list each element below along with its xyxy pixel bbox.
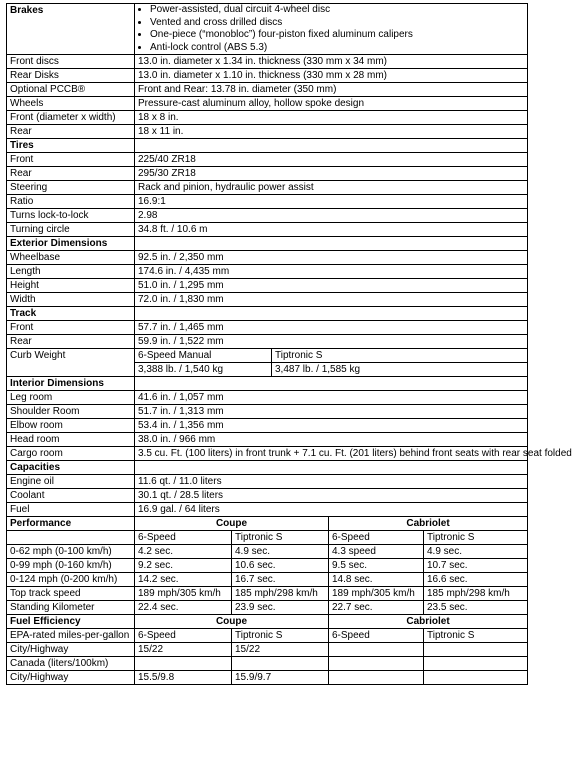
fuel-value: 15.5/9.8 — [135, 671, 232, 685]
perf-label: Standing Kilometer — [7, 601, 135, 615]
empty-cell — [7, 531, 135, 545]
perf-value: 189 mph/305 km/h — [329, 587, 424, 601]
spec-value: 53.4 in. / 1,356 mm — [135, 419, 528, 433]
section-header-row — [7, 377, 528, 391]
spec-row — [7, 293, 528, 307]
spec-row — [7, 265, 528, 279]
section-header-row — [7, 237, 528, 251]
spec-label: Steering — [7, 181, 135, 195]
brakes-feature: • Anti-lock control (ABS 5.3) — [150, 42, 524, 55]
spec-label: Rear — [7, 335, 135, 349]
empty-cell — [424, 643, 528, 657]
perf-value: 4.3 speed — [329, 545, 424, 559]
spec-label: Front — [7, 321, 135, 335]
curb-manual-label: 6-Speed Manual — [135, 349, 272, 363]
spec-label: Shoulder Room — [7, 405, 135, 419]
spec-row — [7, 405, 528, 419]
spec-row — [7, 251, 528, 265]
transmission-label: 6-Speed — [135, 531, 232, 545]
empty-cell — [135, 657, 232, 671]
spec-value: 13.0 in. diameter x 1.10 in. thickness (330 mm x 28 mm) — [135, 69, 528, 83]
spec-value: 59.9 in. / 1,522 mm — [135, 335, 528, 349]
spec-label: Coolant — [7, 489, 135, 503]
spec-label: Front (diameter x width) — [7, 111, 135, 125]
spec-row — [7, 153, 528, 167]
transmission-label: Tiptronic S — [424, 629, 528, 643]
perf-label: Top track speed — [7, 587, 135, 601]
performance-header-row — [7, 517, 528, 531]
empty-cell — [424, 671, 528, 685]
empty-cell — [232, 657, 329, 671]
performance-heading: Performance — [7, 517, 135, 531]
empty-cell — [329, 657, 424, 671]
spec-label: Head room — [7, 433, 135, 447]
spec-value: 2.98 — [135, 209, 528, 223]
empty-cell — [135, 139, 528, 153]
curb-tiptronic-label: Tiptronic S — [272, 349, 528, 363]
spec-row — [7, 97, 528, 111]
transmission-label: Tiptronic S — [232, 531, 329, 545]
spec-value: 57.7 in. / 1,465 mm — [135, 321, 528, 335]
spec-label: Width — [7, 293, 135, 307]
spec-row — [7, 111, 528, 125]
fuel-row — [7, 657, 528, 671]
empty-cell — [135, 307, 528, 321]
spec-row — [7, 335, 528, 349]
transmission-label: Tiptronic S — [232, 629, 329, 643]
spec-value: 34.8 ft. / 10.6 m — [135, 223, 528, 237]
cabriolet-heading: Cabriolet — [329, 615, 528, 629]
spec-row — [7, 209, 528, 223]
curb-tiptronic-value: 3,487 lb. / 1,585 kg — [272, 363, 528, 377]
epa-label: EPA-rated miles-per-gallon — [7, 629, 135, 643]
perf-value: 23.5 sec. — [424, 601, 528, 615]
spec-row — [7, 433, 528, 447]
cabriolet-heading: Cabriolet — [329, 517, 528, 531]
spec-row — [7, 503, 528, 517]
section-header-row — [7, 139, 528, 153]
fuel-label: Canada (liters/100km) — [7, 657, 135, 671]
spec-row — [7, 195, 528, 209]
spec-row — [7, 181, 528, 195]
fuel-value: 15/22 — [135, 643, 232, 657]
perf-value: 14.8 sec. — [329, 573, 424, 587]
transmission-subheader-row — [7, 531, 528, 545]
spec-label: Length — [7, 265, 135, 279]
fuel-value: 15.9/9.7 — [232, 671, 329, 685]
perf-value: 185 mph/298 km/h — [232, 587, 329, 601]
spec-value: 51.0 in. / 1,295 mm — [135, 279, 528, 293]
perf-label: 0-124 mph (0-200 km/h) — [7, 573, 135, 587]
transmission-label: 6-Speed — [329, 531, 424, 545]
spec-value: 38.0 in. / 966 mm — [135, 433, 528, 447]
spec-label: Wheelbase — [7, 251, 135, 265]
brakes-features — [135, 4, 528, 55]
spec-value: 18 x 8 in. — [135, 111, 528, 125]
spec-value: Front and Rear: 13.78 in. diameter (350 mm) — [135, 83, 528, 97]
perf-value: 22.4 sec. — [135, 601, 232, 615]
coupe-heading: Coupe — [135, 615, 329, 629]
empty-cell — [135, 237, 528, 251]
performance-row — [7, 559, 528, 573]
spec-row — [7, 447, 528, 461]
spec-label: Rear — [7, 167, 135, 181]
spec-row — [7, 223, 528, 237]
spec-value: 13.0 in. diameter x 1.34 in. thickness (330 mm x 34 mm) — [135, 55, 528, 69]
spec-row — [7, 55, 528, 69]
brakes-feature: • One-piece (“monobloc”) four-piston fixed aluminum calipers — [150, 29, 524, 42]
coupe-heading: Coupe — [135, 517, 329, 531]
curb-manual-value: 3,388 lb. / 1,540 kg — [135, 363, 272, 377]
transmission-label: Tiptronic S — [424, 531, 528, 545]
brakes-heading: Brakes — [7, 4, 135, 55]
spec-row — [7, 69, 528, 83]
spec-value: 18 x 11 in. — [135, 125, 528, 139]
spec-row — [7, 391, 528, 405]
spec-value: 11.6 qt. / 11.0 liters — [135, 475, 528, 489]
fuel-label: City/Highway — [7, 671, 135, 685]
fuel-label: City/Highway — [7, 643, 135, 657]
perf-value: 10.6 sec. — [232, 559, 329, 573]
transmission-label: 6-Speed — [135, 629, 232, 643]
spec-label: Wheels — [7, 97, 135, 111]
perf-value: 189 mph/305 km/h — [135, 587, 232, 601]
perf-value: 4.9 sec. — [424, 545, 528, 559]
spec-row — [7, 279, 528, 293]
perf-label: 0-99 mph (0-160 km/h) — [7, 559, 135, 573]
spec-label: Front — [7, 153, 135, 167]
spec-label: Elbow room — [7, 419, 135, 433]
spec-label: Front discs — [7, 55, 135, 69]
fuel-heading: Fuel Efficiency — [7, 615, 135, 629]
spec-label: Leg room — [7, 391, 135, 405]
brakes-header-row — [7, 4, 528, 55]
spec-row — [7, 83, 528, 97]
empty-cell — [135, 461, 528, 475]
empty-cell — [329, 671, 424, 685]
perf-value: 22.7 sec. — [329, 601, 424, 615]
perf-value: 16.6 sec. — [424, 573, 528, 587]
spec-row — [7, 489, 528, 503]
capacities-heading: Capacities — [7, 461, 135, 475]
fuel-row — [7, 643, 528, 657]
perf-value: 4.2 sec. — [135, 545, 232, 559]
spec-value: 30.1 qt. / 28.5 liters — [135, 489, 528, 503]
performance-row — [7, 587, 528, 601]
interior-heading: Interior Dimensions — [7, 377, 135, 391]
fuel-header-row — [7, 615, 528, 629]
perf-value: 16.7 sec. — [232, 573, 329, 587]
spec-table — [6, 3, 572, 685]
spec-row — [7, 167, 528, 181]
fuel-subheader-row — [7, 629, 528, 643]
spec-value: 3.5 cu. Ft. (100 liters) in front trunk + 7.1 cu. Ft. (201 liters) behind front seats with rear seat folded — [135, 447, 528, 461]
perf-value: 185 mph/298 km/h — [424, 587, 528, 601]
spec-value: 72.0 in. / 1,830 mm — [135, 293, 528, 307]
spec-label: Rear — [7, 125, 135, 139]
brakes-feature: • Power-assisted, dual circuit 4-wheel disc — [150, 4, 524, 17]
track-heading: Track — [7, 307, 135, 321]
fuel-value: 15/22 — [232, 643, 329, 657]
transmission-label: 6-Speed — [329, 629, 424, 643]
spec-value: 295/30 ZR18 — [135, 167, 528, 181]
spec-label: Optional PCCB® — [7, 83, 135, 97]
spec-label: Turning circle — [7, 223, 135, 237]
spec-label: Rear Disks — [7, 69, 135, 83]
perf-value: 23.9 sec. — [232, 601, 329, 615]
curb-weight-row — [7, 349, 528, 363]
spec-value: 16.9 gal. / 64 liters — [135, 503, 528, 517]
spec-value: 174.6 in. / 4,435 mm — [135, 265, 528, 279]
curb-weight-label: Curb Weight — [7, 349, 135, 377]
spec-value: 92.5 in. / 2,350 mm — [135, 251, 528, 265]
perf-value: 14.2 sec. — [135, 573, 232, 587]
spec-label: Fuel — [7, 503, 135, 517]
exterior-heading: Exterior Dimensions — [7, 237, 135, 251]
spec-row — [7, 321, 528, 335]
spec-label: Cargo room — [7, 447, 135, 461]
fuel-row — [7, 671, 528, 685]
performance-row — [7, 545, 528, 559]
empty-cell — [135, 377, 528, 391]
performance-row — [7, 601, 528, 615]
perf-value: 10.7 sec. — [424, 559, 528, 573]
spec-row — [7, 419, 528, 433]
spec-label: Engine oil — [7, 475, 135, 489]
spec-row — [7, 475, 528, 489]
spec-value: 41.6 in. / 1,057 mm — [135, 391, 528, 405]
empty-cell — [329, 643, 424, 657]
section-header-row — [7, 307, 528, 321]
spec-value: Rack and pinion, hydraulic power assist — [135, 181, 528, 195]
perf-value: 9.5 sec. — [329, 559, 424, 573]
spec-label: Ratio — [7, 195, 135, 209]
perf-label: 0-62 mph (0-100 km/h) — [7, 545, 135, 559]
section-header-row — [7, 461, 528, 475]
empty-cell — [424, 657, 528, 671]
performance-row — [7, 573, 528, 587]
perf-value: 9.2 sec. — [135, 559, 232, 573]
perf-value: 4.9 sec. — [232, 545, 329, 559]
spec-value: 16.9:1 — [135, 195, 528, 209]
spec-value: Pressure-cast aluminum alloy, hollow spoke design — [135, 97, 528, 111]
spec-label: Height — [7, 279, 135, 293]
brakes-feature: • Vented and cross drilled discs — [150, 17, 524, 30]
spec-row — [7, 125, 528, 139]
tires-heading: Tires — [7, 139, 135, 153]
spec-label: Turns lock-to-lock — [7, 209, 135, 223]
spec-value: 225/40 ZR18 — [135, 153, 528, 167]
spec-value: 51.7 in. / 1,313 mm — [135, 405, 528, 419]
